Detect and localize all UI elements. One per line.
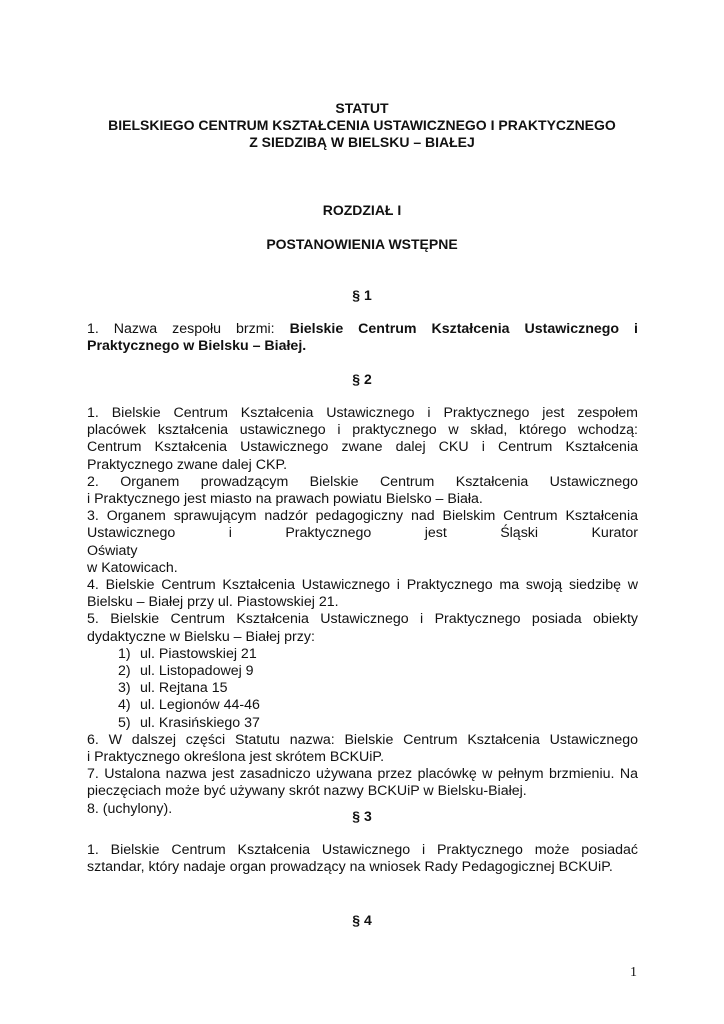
section-1-line-1: [87, 321, 638, 338]
section-2-line: Centrum Kształcenia Ustawicznego zwane dalej CKU i Centrum Kształcenia: [87, 439, 638, 456]
section-2-line: i Praktycznego jest miasto na prawach powiatu Bielsko – Biała.: [87, 491, 483, 508]
section-1-heading: § 1: [352, 287, 372, 303]
institution-name-bold-2: Praktycznego w Bielsku – Białej.: [87, 338, 307, 355]
section-4-heading: § 4: [352, 912, 372, 928]
section-2-line: dydaktyczne w Bielsku – Białej przy:: [87, 628, 315, 645]
location-address: ul. Rejtana 15: [140, 680, 228, 697]
section-3-heading: § 3: [352, 808, 372, 824]
title-line-institution: BIELSKIEGO CENTRUM KSZTAŁCENIA USTAWICZNEGO I PRAKTYCZNEGO: [108, 117, 616, 133]
section-2-line: Bielsku – Białej przy ul. Piastowskiej 21.: [87, 594, 339, 611]
section-2-line: 6. W dalszej części Statutu nazwa: Bielskie Centrum Kształcenia Ustawicznego: [87, 731, 638, 748]
chapter-number: ROZDZIAŁ I: [322, 202, 402, 218]
location-address: ul. Listopadowej 9: [140, 663, 254, 680]
chapter-name: POSTANOWIENIA WSTĘPNE: [266, 236, 458, 252]
location-list-item: [87, 697, 638, 714]
location-number: 1): [118, 645, 131, 662]
document-title: [0, 100, 724, 151]
location-address: ul. Piastowskiej 21: [140, 645, 257, 662]
location-number: 4): [118, 697, 131, 714]
location-number: 3): [118, 680, 131, 697]
location-list-item: [87, 663, 638, 680]
section-1-line-2: [87, 338, 638, 355]
section-1-prefix: 1. Nazwa zespołu brzmi:: [87, 321, 290, 337]
section-2-line: pieczęciach może być używany skrót nazwy BCKUiP w Bielsku-Białej.: [87, 783, 527, 800]
section-2-line: 4. Bielskie Centrum Kształcenia Ustawicznego i Praktycznego ma swoją siedzibę w: [87, 577, 638, 594]
section-2-line: w Katowicach.: [87, 559, 178, 576]
location-list-item: [87, 646, 638, 663]
location-address: ul. Krasińskiego 37: [140, 714, 260, 731]
section-3-line: sztandar, który nadaje organ prowadzący na wniosek Rady Pedagogicznej BCKUiP.: [87, 859, 613, 876]
section-1-paragraph: [87, 321, 638, 355]
location-list-item: [87, 715, 638, 732]
section-2-line: placówek kształcenia ustawicznego i praktycznego w skład, którego wchodzą:: [87, 422, 638, 439]
institution-name-bold-1: Bielskie Centrum Kształcenia Ustawicznego i: [289, 321, 638, 337]
location-address: ul. Legionów 44-46: [140, 697, 260, 714]
section-2-line: 2. Organem prowadzącym Bielskie Centrum Kształcenia Ustawicznego: [87, 473, 638, 490]
location-list-item: [87, 680, 638, 697]
section-2-line: 1. Bielskie Centrum Kształcenia Ustawicznego i Praktycznego jest zespołem: [87, 405, 638, 421]
section-2-line: 3. Organem sprawującym nadzór pedagogiczny nad Bielskim Centrum Kształcenia: [87, 508, 638, 525]
section-2-body: [87, 405, 638, 818]
section-3-line: 1. Bielskie Centrum Kształcenia Ustawicznego i Praktycznego może posiadać: [87, 842, 638, 858]
section-2-line: Praktycznego zwane dalej CKP.: [87, 456, 288, 473]
section-3-body: [87, 842, 638, 876]
section-2-line: Ustawicznego i Praktycznego jest Śląski Kurator Oświaty: [87, 525, 638, 559]
page-number: 1: [630, 965, 637, 980]
section-2-line: 7. Ustalona nazwa jest zasadniczo używana przez placówkę w pełnym brzmieniu. Na: [87, 766, 638, 783]
title-line-statut: STATUT: [335, 100, 389, 116]
section-2-line: i Praktycznego określona jest skrótem BCKUiP.: [87, 749, 385, 766]
location-number: 2): [118, 663, 131, 680]
location-number: 5): [118, 714, 131, 731]
section-2-line: 8. (uchylony).: [87, 800, 173, 817]
section-2-heading: § 2: [352, 371, 372, 387]
section-2-line: 5. Bielskie Centrum Kształcenia Ustawicznego i Praktycznego posiada obiekty: [87, 611, 638, 628]
title-line-seat: Z SIEDZIBĄ W BIELSKU – BIAŁEJ: [249, 134, 475, 150]
